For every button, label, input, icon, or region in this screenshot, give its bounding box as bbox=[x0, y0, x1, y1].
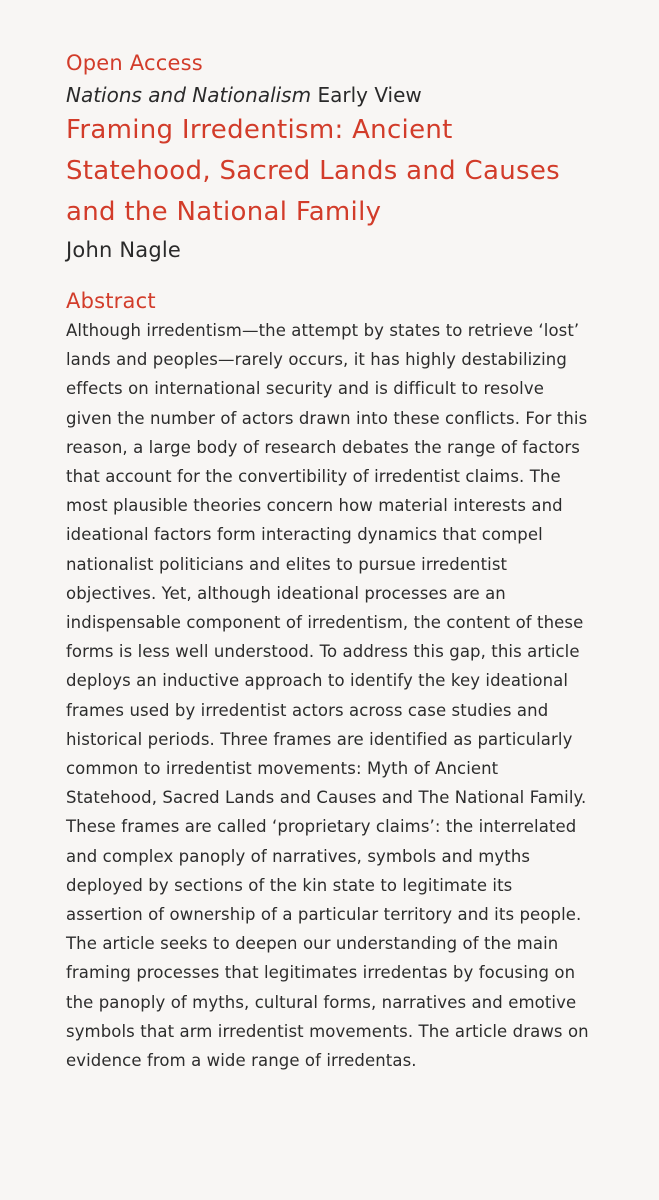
abstract-heading: Abstract bbox=[66, 289, 156, 313]
open-access-label: Open Access bbox=[66, 51, 203, 75]
journal-line bbox=[66, 80, 593, 110]
article-title: Framing Irredentism: Ancient Statehood, Sacred Lands and Causes and the National Family bbox=[66, 115, 561, 227]
abstract-text: Although irredentism—the attempt by states to retrieve ‘lost’ lands and peoples—rarely occurs, it has highly destabilizing effects on international security and is difficult to resolve given the number of actors drawn into these conflicts. For this reason, a large body of research debates the range of factors that account for the convertibility of irredentist claims. The most plausible theories concern how material interests and ideational factors form interacting dynamics that compel nationalist politicians and elites to pursue irredentist objectives. Yet, although ideational processes are an indispensable component of irredentism, the content of these forms is less well understood. To address this gap, this article deploys an inductive approach to identify the key ideational frames used by irredentist actors across case studies and historical periods. Three frames are identified as particularly common to irredentist movements: Myth of Ancient Statehood, Sacred Lands and Causes and The National Family. These frames are called ‘proprietary claims’: the interrelated and complex panoply of narratives, symbols and myths deployed by sections of the kin state to legitimate its assertion of ownership of a particular territory and its people. The article seeks to deepen our understanding of the main framing processes that legitimates irredentas by focusing on the panoply of myths, cultural forms, narratives and emotive symbols that arm irredentist movements. The article draws on evidence from a wide range of irredentas. bbox=[66, 321, 589, 1071]
journal-status: Early View bbox=[311, 83, 422, 107]
author-name[interactable]: John Nagle bbox=[66, 238, 181, 262]
journal-name[interactable]: Nations and Nationalism bbox=[66, 83, 312, 107]
